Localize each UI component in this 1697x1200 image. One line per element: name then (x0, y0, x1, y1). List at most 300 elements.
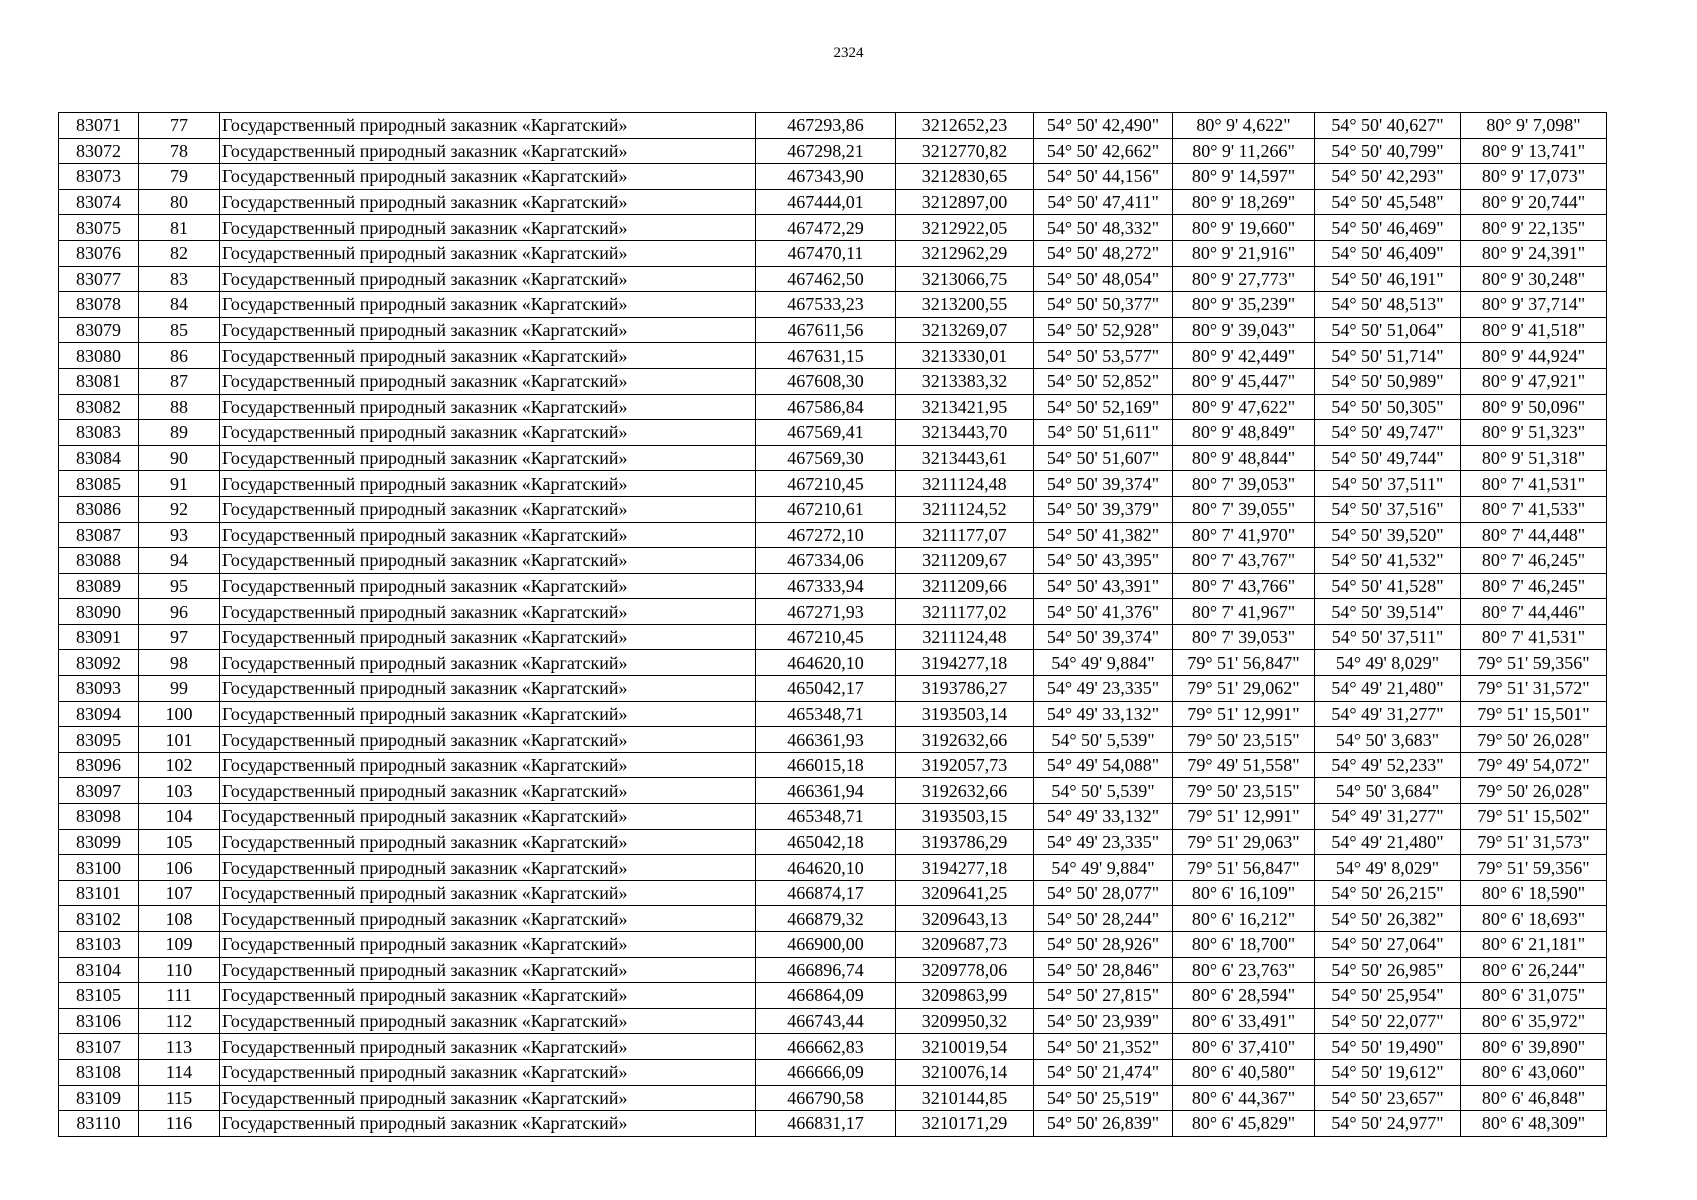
point-number-cell: 90 (139, 445, 220, 471)
longitude-2-cell: 79° 51' 31,572" (1461, 676, 1607, 702)
longitude-2-cell: 80° 7' 44,446" (1461, 599, 1607, 625)
longitude-1-cell: 80° 6' 40,580" (1173, 1059, 1315, 1085)
longitude-1-cell: 79° 51' 12,991" (1173, 701, 1315, 727)
table-row (59, 650, 1607, 676)
record-id-cell: 83100 (59, 855, 139, 881)
record-id-cell: 83096 (59, 752, 139, 778)
x-coordinate-cell: 466361,94 (756, 778, 896, 804)
table-row (59, 752, 1607, 778)
y-coordinate-cell: 3194277,18 (896, 855, 1034, 881)
latitude-2-cell: 54° 50' 40,627" (1315, 113, 1461, 139)
longitude-2-cell: 80° 9' 7,098" (1461, 113, 1607, 139)
latitude-1-cell: 54° 49' 9,884" (1034, 650, 1173, 676)
longitude-1-cell: 80° 6' 18,700" (1173, 932, 1315, 958)
object-name-cell: Государственный природный заказник «Каргатский» (220, 983, 756, 1009)
y-coordinate-cell: 3212830,65 (896, 164, 1034, 190)
latitude-2-cell: 54° 49' 21,480" (1315, 829, 1461, 855)
latitude-1-cell: 54° 50' 52,928" (1034, 317, 1173, 343)
x-coordinate-cell: 467444,01 (756, 189, 896, 215)
point-number-cell: 88 (139, 394, 220, 420)
longitude-2-cell: 80° 9' 41,518" (1461, 317, 1607, 343)
longitude-1-cell: 80° 9' 42,449" (1173, 343, 1315, 369)
x-coordinate-cell: 467631,15 (756, 343, 896, 369)
table-row (59, 138, 1607, 164)
x-coordinate-cell: 467472,29 (756, 215, 896, 241)
latitude-1-cell: 54° 50' 25,519" (1034, 1085, 1173, 1111)
longitude-1-cell: 80° 9' 48,849" (1173, 420, 1315, 446)
coordinates-table (58, 112, 1607, 1137)
table-row (59, 394, 1607, 420)
longitude-1-cell: 79° 51' 29,062" (1173, 676, 1315, 702)
point-number-cell: 113 (139, 1034, 220, 1060)
table-row (59, 804, 1607, 830)
latitude-2-cell: 54° 49' 31,277" (1315, 804, 1461, 830)
record-id-cell: 83089 (59, 573, 139, 599)
y-coordinate-cell: 3209687,73 (896, 932, 1034, 958)
latitude-2-cell: 54° 50' 50,989" (1315, 368, 1461, 394)
point-number-cell: 104 (139, 804, 220, 830)
longitude-2-cell: 80° 9' 22,135" (1461, 215, 1607, 241)
longitude-1-cell: 80° 6' 37,410" (1173, 1034, 1315, 1060)
point-number-cell: 99 (139, 676, 220, 702)
object-name-cell: Государственный природный заказник «Каргатский» (220, 957, 756, 983)
y-coordinate-cell: 3213443,61 (896, 445, 1034, 471)
object-name-cell: Государственный природный заказник «Каргатский» (220, 829, 756, 855)
longitude-1-cell: 79° 51' 56,847" (1173, 650, 1315, 676)
longitude-1-cell: 80° 6' 28,594" (1173, 983, 1315, 1009)
y-coordinate-cell: 3192057,73 (896, 752, 1034, 778)
longitude-2-cell: 80° 9' 51,318" (1461, 445, 1607, 471)
latitude-1-cell: 54° 50' 51,611" (1034, 420, 1173, 446)
longitude-1-cell: 80° 7' 43,766" (1173, 573, 1315, 599)
longitude-2-cell: 80° 9' 13,741" (1461, 138, 1607, 164)
point-number-cell: 87 (139, 368, 220, 394)
point-number-cell: 79 (139, 164, 220, 190)
point-number-cell: 77 (139, 113, 220, 139)
point-number-cell: 89 (139, 420, 220, 446)
record-id-cell: 83084 (59, 445, 139, 471)
longitude-1-cell: 80° 6' 23,763" (1173, 957, 1315, 983)
record-id-cell: 83107 (59, 1034, 139, 1060)
table-row (59, 983, 1607, 1009)
object-name-cell: Государственный природный заказник «Каргатский» (220, 880, 756, 906)
table-row (59, 701, 1607, 727)
x-coordinate-cell: 467210,61 (756, 496, 896, 522)
x-coordinate-cell: 466864,09 (756, 983, 896, 1009)
object-name-cell: Государственный природный заказник «Каргатский» (220, 266, 756, 292)
object-name-cell: Государственный природный заказник «Каргатский» (220, 317, 756, 343)
table-row (59, 189, 1607, 215)
table-row (59, 164, 1607, 190)
y-coordinate-cell: 3212897,00 (896, 189, 1034, 215)
object-name-cell: Государственный природный заказник «Каргатский» (220, 855, 756, 881)
object-name-cell: Государственный природный заказник «Каргатский» (220, 522, 756, 548)
latitude-1-cell: 54° 50' 53,577" (1034, 343, 1173, 369)
record-id-cell: 83097 (59, 778, 139, 804)
latitude-2-cell: 54° 50' 39,520" (1315, 522, 1461, 548)
longitude-1-cell: 80° 9' 27,773" (1173, 266, 1315, 292)
longitude-2-cell: 80° 6' 35,972" (1461, 1008, 1607, 1034)
object-name-cell: Государственный природный заказник «Каргатский» (220, 368, 756, 394)
longitude-1-cell: 79° 51' 56,847" (1173, 855, 1315, 881)
latitude-2-cell: 54° 50' 25,954" (1315, 983, 1461, 1009)
longitude-1-cell: 80° 6' 16,212" (1173, 906, 1315, 932)
point-number-cell: 91 (139, 471, 220, 497)
record-id-cell: 83073 (59, 164, 139, 190)
x-coordinate-cell: 467334,06 (756, 548, 896, 574)
latitude-1-cell: 54° 50' 21,474" (1034, 1059, 1173, 1085)
latitude-2-cell: 54° 50' 37,511" (1315, 471, 1461, 497)
x-coordinate-cell: 467343,90 (756, 164, 896, 190)
x-coordinate-cell: 466015,18 (756, 752, 896, 778)
point-number-cell: 93 (139, 522, 220, 548)
page-number: 2324 (833, 45, 864, 61)
point-number-cell: 98 (139, 650, 220, 676)
longitude-1-cell: 79° 50' 23,515" (1173, 778, 1315, 804)
table-row (59, 1085, 1607, 1111)
object-name-cell: Государственный природный заказник «Каргатский» (220, 420, 756, 446)
object-name-cell: Государственный природный заказник «Каргатский» (220, 1008, 756, 1034)
y-coordinate-cell: 3193503,15 (896, 804, 1034, 830)
x-coordinate-cell: 467569,41 (756, 420, 896, 446)
table-row (59, 1008, 1607, 1034)
longitude-2-cell: 80° 9' 44,924" (1461, 343, 1607, 369)
point-number-cell: 97 (139, 624, 220, 650)
record-id-cell: 83098 (59, 804, 139, 830)
table-row (59, 778, 1607, 804)
y-coordinate-cell: 3213383,32 (896, 368, 1034, 394)
table-row (59, 420, 1607, 446)
longitude-2-cell: 80° 7' 41,531" (1461, 624, 1607, 650)
table-row (59, 266, 1607, 292)
longitude-2-cell: 80° 6' 21,181" (1461, 932, 1607, 958)
point-number-cell: 81 (139, 215, 220, 241)
record-id-cell: 83092 (59, 650, 139, 676)
point-number-cell: 114 (139, 1059, 220, 1085)
table-row (59, 445, 1607, 471)
x-coordinate-cell: 466896,74 (756, 957, 896, 983)
latitude-1-cell: 54° 49' 33,132" (1034, 701, 1173, 727)
longitude-1-cell: 80° 7' 39,053" (1173, 624, 1315, 650)
longitude-2-cell: 80° 9' 47,921" (1461, 368, 1607, 394)
table-row (59, 215, 1607, 241)
x-coordinate-cell: 464620,10 (756, 855, 896, 881)
object-name-cell: Государственный природный заказник «Каргатский» (220, 727, 756, 753)
latitude-1-cell: 54° 50' 39,374" (1034, 471, 1173, 497)
y-coordinate-cell: 3210144,85 (896, 1085, 1034, 1111)
object-name-cell: Государственный природный заказник «Каргатский» (220, 1059, 756, 1085)
object-name-cell: Государственный природный заказник «Каргатский» (220, 573, 756, 599)
latitude-2-cell: 54° 50' 26,382" (1315, 906, 1461, 932)
longitude-2-cell: 79° 50' 26,028" (1461, 778, 1607, 804)
record-id-cell: 83106 (59, 1008, 139, 1034)
latitude-1-cell: 54° 50' 51,607" (1034, 445, 1173, 471)
object-name-cell: Государственный природный заказник «Каргатский» (220, 471, 756, 497)
longitude-2-cell: 80° 9' 30,248" (1461, 266, 1607, 292)
latitude-2-cell: 54° 50' 46,469" (1315, 215, 1461, 241)
object-name-cell: Государственный природный заказник «Каргатский» (220, 906, 756, 932)
object-name-cell: Государственный природный заказник «Каргатский» (220, 496, 756, 522)
latitude-1-cell: 54° 50' 39,379" (1034, 496, 1173, 522)
table-row (59, 829, 1607, 855)
point-number-cell: 112 (139, 1008, 220, 1034)
record-id-cell: 83085 (59, 471, 139, 497)
latitude-2-cell: 54° 50' 51,064" (1315, 317, 1461, 343)
y-coordinate-cell: 3209950,32 (896, 1008, 1034, 1034)
y-coordinate-cell: 3211209,66 (896, 573, 1034, 599)
object-name-cell: Государственный природный заказник «Каргатский» (220, 1034, 756, 1060)
longitude-2-cell: 80° 6' 39,890" (1461, 1034, 1607, 1060)
y-coordinate-cell: 3209778,06 (896, 957, 1034, 983)
table-row (59, 624, 1607, 650)
table-row (59, 368, 1607, 394)
longitude-1-cell: 80° 9' 39,043" (1173, 317, 1315, 343)
x-coordinate-cell: 467271,93 (756, 599, 896, 625)
point-number-cell: 103 (139, 778, 220, 804)
x-coordinate-cell: 467462,50 (756, 266, 896, 292)
y-coordinate-cell: 3210076,14 (896, 1059, 1034, 1085)
x-coordinate-cell: 467210,45 (756, 471, 896, 497)
record-id-cell: 83093 (59, 676, 139, 702)
longitude-2-cell: 80° 7' 44,448" (1461, 522, 1607, 548)
x-coordinate-cell: 467293,86 (756, 113, 896, 139)
longitude-2-cell: 80° 6' 31,075" (1461, 983, 1607, 1009)
longitude-1-cell: 80° 6' 33,491" (1173, 1008, 1315, 1034)
x-coordinate-cell: 465348,71 (756, 701, 896, 727)
x-coordinate-cell: 466743,44 (756, 1008, 896, 1034)
record-id-cell: 83072 (59, 138, 139, 164)
y-coordinate-cell: 3212962,29 (896, 240, 1034, 266)
point-number-cell: 115 (139, 1085, 220, 1111)
latitude-1-cell: 54° 50' 23,939" (1034, 1008, 1173, 1034)
latitude-2-cell: 54° 49' 52,233" (1315, 752, 1461, 778)
point-number-cell: 84 (139, 292, 220, 318)
record-id-cell: 83082 (59, 394, 139, 420)
record-id-cell: 83077 (59, 266, 139, 292)
point-number-cell: 101 (139, 727, 220, 753)
point-number-cell: 95 (139, 573, 220, 599)
record-id-cell: 83076 (59, 240, 139, 266)
table-row (59, 292, 1607, 318)
record-id-cell: 83079 (59, 317, 139, 343)
x-coordinate-cell: 466662,83 (756, 1034, 896, 1060)
table-row (59, 573, 1607, 599)
x-coordinate-cell: 467533,23 (756, 292, 896, 318)
longitude-2-cell: 80° 7' 41,531" (1461, 471, 1607, 497)
object-name-cell: Государственный природный заказник «Каргатский» (220, 113, 756, 139)
point-number-cell: 94 (139, 548, 220, 574)
table-row (59, 957, 1607, 983)
object-name-cell: Государственный природный заказник «Каргатский» (220, 1111, 756, 1137)
object-name-cell: Государственный природный заказник «Каргатский» (220, 164, 756, 190)
table-row (59, 1111, 1607, 1137)
point-number-cell: 107 (139, 880, 220, 906)
latitude-2-cell: 54° 50' 49,744" (1315, 445, 1461, 471)
longitude-1-cell: 80° 7' 41,970" (1173, 522, 1315, 548)
x-coordinate-cell: 466790,58 (756, 1085, 896, 1111)
latitude-2-cell: 54° 49' 8,029" (1315, 855, 1461, 881)
longitude-2-cell: 80° 7' 46,245" (1461, 548, 1607, 574)
object-name-cell: Государственный природный заказник «Каргатский» (220, 215, 756, 241)
y-coordinate-cell: 3213443,70 (896, 420, 1034, 446)
record-id-cell: 83078 (59, 292, 139, 318)
y-coordinate-cell: 3211177,07 (896, 522, 1034, 548)
longitude-1-cell: 80° 9' 45,447" (1173, 368, 1315, 394)
latitude-2-cell: 54° 49' 8,029" (1315, 650, 1461, 676)
latitude-2-cell: 54° 50' 19,490" (1315, 1034, 1461, 1060)
longitude-1-cell: 80° 9' 48,844" (1173, 445, 1315, 471)
object-name-cell: Государственный природный заказник «Каргатский» (220, 701, 756, 727)
longitude-1-cell: 80° 7' 43,767" (1173, 548, 1315, 574)
longitude-2-cell: 80° 6' 48,309" (1461, 1111, 1607, 1137)
object-name-cell: Государственный природный заказник «Каргатский» (220, 189, 756, 215)
y-coordinate-cell: 3193503,14 (896, 701, 1034, 727)
longitude-1-cell: 80° 9' 14,597" (1173, 164, 1315, 190)
object-name-cell: Государственный природный заказник «Каргатский» (220, 804, 756, 830)
point-number-cell: 83 (139, 266, 220, 292)
latitude-1-cell: 54° 50' 39,374" (1034, 624, 1173, 650)
longitude-1-cell: 79° 51' 29,063" (1173, 829, 1315, 855)
longitude-2-cell: 80° 7' 46,245" (1461, 573, 1607, 599)
latitude-2-cell: 54° 50' 46,191" (1315, 266, 1461, 292)
object-name-cell: Государственный природный заказник «Каргатский» (220, 138, 756, 164)
latitude-2-cell: 54° 50' 24,977" (1315, 1111, 1461, 1137)
latitude-1-cell: 54° 50' 52,852" (1034, 368, 1173, 394)
object-name-cell: Государственный природный заказник «Каргатский» (220, 752, 756, 778)
longitude-2-cell: 79° 51' 31,573" (1461, 829, 1607, 855)
longitude-1-cell: 80° 9' 35,239" (1173, 292, 1315, 318)
y-coordinate-cell: 3212770,82 (896, 138, 1034, 164)
table-row (59, 599, 1607, 625)
table-row (59, 880, 1607, 906)
longitude-1-cell: 80° 9' 47,622" (1173, 394, 1315, 420)
longitude-1-cell: 80° 6' 16,109" (1173, 880, 1315, 906)
x-coordinate-cell: 467608,30 (756, 368, 896, 394)
latitude-1-cell: 54° 50' 41,376" (1034, 599, 1173, 625)
latitude-1-cell: 54° 49' 33,132" (1034, 804, 1173, 830)
latitude-1-cell: 54° 50' 21,352" (1034, 1034, 1173, 1060)
y-coordinate-cell: 3210171,29 (896, 1111, 1034, 1137)
longitude-1-cell: 79° 51' 12,991" (1173, 804, 1315, 830)
object-name-cell: Государственный природный заказник «Каргатский» (220, 548, 756, 574)
x-coordinate-cell: 466666,09 (756, 1059, 896, 1085)
longitude-1-cell: 79° 49' 51,558" (1173, 752, 1315, 778)
longitude-2-cell: 80° 9' 17,073" (1461, 164, 1607, 190)
latitude-2-cell: 54° 50' 39,514" (1315, 599, 1461, 625)
record-id-cell: 83090 (59, 599, 139, 625)
y-coordinate-cell: 3192632,66 (896, 727, 1034, 753)
record-id-cell: 83109 (59, 1085, 139, 1111)
latitude-1-cell: 54° 50' 43,395" (1034, 548, 1173, 574)
latitude-1-cell: 54° 50' 26,839" (1034, 1111, 1173, 1137)
y-coordinate-cell: 3212652,23 (896, 113, 1034, 139)
longitude-1-cell: 80° 6' 44,367" (1173, 1085, 1315, 1111)
latitude-2-cell: 54° 50' 27,064" (1315, 932, 1461, 958)
longitude-1-cell: 79° 50' 23,515" (1173, 727, 1315, 753)
latitude-1-cell: 54° 49' 23,335" (1034, 829, 1173, 855)
point-number-cell: 102 (139, 752, 220, 778)
x-coordinate-cell: 466874,17 (756, 880, 896, 906)
latitude-1-cell: 54° 50' 48,054" (1034, 266, 1173, 292)
x-coordinate-cell: 467611,56 (756, 317, 896, 343)
longitude-2-cell: 80° 6' 18,590" (1461, 880, 1607, 906)
record-id-cell: 83099 (59, 829, 139, 855)
x-coordinate-cell: 465348,71 (756, 804, 896, 830)
y-coordinate-cell: 3213066,75 (896, 266, 1034, 292)
y-coordinate-cell: 3193786,27 (896, 676, 1034, 702)
object-name-cell: Государственный природный заказник «Каргатский» (220, 650, 756, 676)
latitude-2-cell: 54° 50' 46,409" (1315, 240, 1461, 266)
x-coordinate-cell: 466361,93 (756, 727, 896, 753)
y-coordinate-cell: 3210019,54 (896, 1034, 1034, 1060)
point-number-cell: 78 (139, 138, 220, 164)
longitude-1-cell: 80° 6' 45,829" (1173, 1111, 1315, 1137)
object-name-cell: Государственный природный заказник «Каргатский» (220, 676, 756, 702)
x-coordinate-cell: 466900,00 (756, 932, 896, 958)
x-coordinate-cell: 465042,17 (756, 676, 896, 702)
longitude-2-cell: 79° 51' 15,501" (1461, 701, 1607, 727)
latitude-2-cell: 54° 50' 37,511" (1315, 624, 1461, 650)
latitude-1-cell: 54° 50' 5,539" (1034, 727, 1173, 753)
latitude-1-cell: 54° 49' 23,335" (1034, 676, 1173, 702)
record-id-cell: 83086 (59, 496, 139, 522)
x-coordinate-cell: 467333,94 (756, 573, 896, 599)
y-coordinate-cell: 3211124,48 (896, 624, 1034, 650)
longitude-1-cell: 80° 9' 18,269" (1173, 189, 1315, 215)
latitude-1-cell: 54° 50' 27,815" (1034, 983, 1173, 1009)
table-row (59, 496, 1607, 522)
longitude-2-cell: 79° 51' 15,502" (1461, 804, 1607, 830)
longitude-1-cell: 80° 9' 21,916" (1173, 240, 1315, 266)
longitude-1-cell: 80° 9' 19,660" (1173, 215, 1315, 241)
point-number-cell: 96 (139, 599, 220, 625)
table-row (59, 1034, 1607, 1060)
latitude-2-cell: 54° 50' 41,528" (1315, 573, 1461, 599)
table-row (59, 676, 1607, 702)
object-name-cell: Государственный природный заказник «Каргатский» (220, 445, 756, 471)
latitude-2-cell: 54° 50' 3,684" (1315, 778, 1461, 804)
longitude-1-cell: 80° 9' 11,266" (1173, 138, 1315, 164)
y-coordinate-cell: 3212922,05 (896, 215, 1034, 241)
latitude-1-cell: 54° 50' 48,272" (1034, 240, 1173, 266)
longitude-2-cell: 80° 9' 37,714" (1461, 292, 1607, 318)
record-id-cell: 83074 (59, 189, 139, 215)
table-row (59, 727, 1607, 753)
x-coordinate-cell: 466879,32 (756, 906, 896, 932)
y-coordinate-cell: 3213330,01 (896, 343, 1034, 369)
longitude-2-cell: 79° 50' 26,028" (1461, 727, 1607, 753)
latitude-1-cell: 54° 50' 42,662" (1034, 138, 1173, 164)
x-coordinate-cell: 467298,21 (756, 138, 896, 164)
object-name-cell: Государственный природный заказник «Каргатский» (220, 394, 756, 420)
latitude-1-cell: 54° 49' 9,884" (1034, 855, 1173, 881)
object-name-cell: Государственный природный заказник «Каргатский» (220, 1085, 756, 1111)
table-row (59, 855, 1607, 881)
latitude-1-cell: 54° 50' 28,077" (1034, 880, 1173, 906)
longitude-2-cell: 80° 6' 46,848" (1461, 1085, 1607, 1111)
latitude-2-cell: 54° 50' 37,516" (1315, 496, 1461, 522)
record-id-cell: 83108 (59, 1059, 139, 1085)
latitude-2-cell: 54° 50' 23,657" (1315, 1085, 1461, 1111)
x-coordinate-cell: 467210,45 (756, 624, 896, 650)
x-coordinate-cell: 466831,17 (756, 1111, 896, 1137)
longitude-2-cell: 80° 9' 24,391" (1461, 240, 1607, 266)
latitude-1-cell: 54° 49' 54,088" (1034, 752, 1173, 778)
table-row (59, 471, 1607, 497)
longitude-2-cell: 79° 51' 59,356" (1461, 855, 1607, 881)
y-coordinate-cell: 3211209,67 (896, 548, 1034, 574)
latitude-1-cell: 54° 50' 28,926" (1034, 932, 1173, 958)
